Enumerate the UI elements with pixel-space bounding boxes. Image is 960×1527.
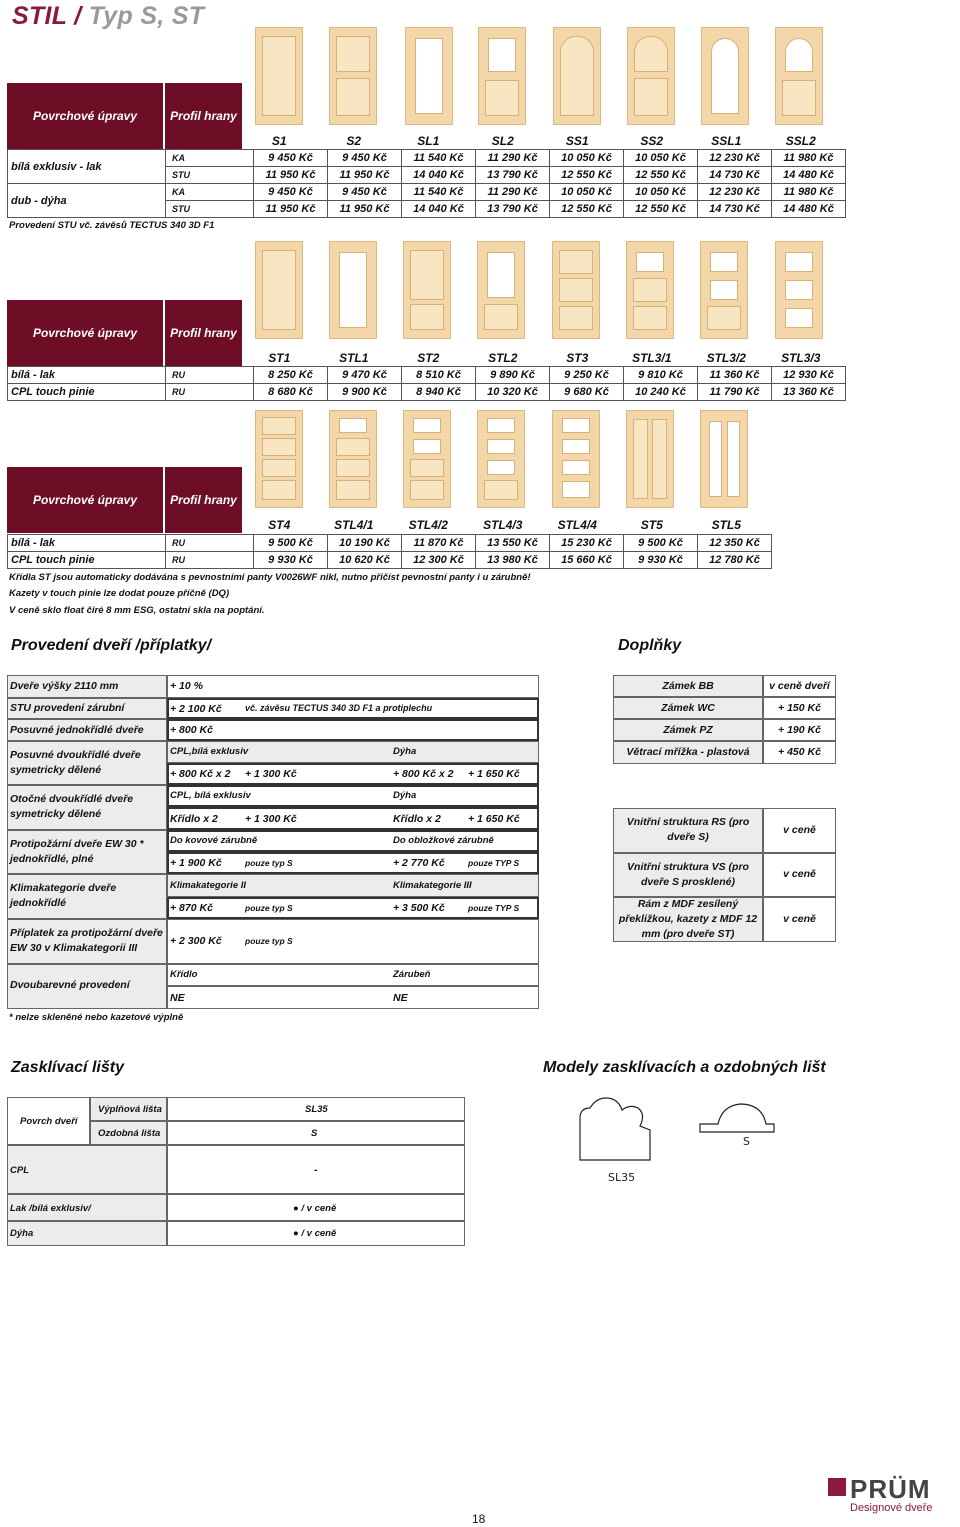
price-cell: 10 620 Kč — [328, 552, 402, 569]
door-image-st5 — [626, 410, 674, 508]
price-cell: 12 780 Kč — [698, 552, 772, 569]
structure-name: Vnitřní struktura RS (pro dveře S) — [626, 816, 750, 843]
door-image-s2 — [329, 27, 377, 125]
price-cell: 10 190 Kč — [328, 535, 402, 552]
glazing-head: Povrch dveří — [20, 1116, 78, 1127]
price-cell: 13 980 Kč — [476, 552, 550, 569]
row-label: bílá exklusiv - lak — [8, 150, 166, 184]
price-cell: 9 810 Kč — [624, 367, 698, 384]
table-row — [8, 150, 846, 167]
price-cell: 11 790 Kč — [698, 384, 772, 401]
door-image-st4 — [255, 410, 303, 508]
surcharge-value: + 1 900 Kč — [170, 857, 222, 869]
edge-code: STU — [166, 167, 254, 184]
surcharges-footnote: * nelze skleněné nebo kazetové výplně — [9, 1012, 184, 1023]
title-sub: Typ S, ST — [88, 2, 205, 30]
price-cell: 8 510 Kč — [402, 367, 476, 384]
profile-s-label: S — [743, 1135, 750, 1148]
table3-note: Kazety v touch pinie lze dodat pouze příčně (DQ) — [9, 588, 230, 599]
section-title-accessories: Doplňky — [618, 637, 682, 654]
header-edge: Profil hrany — [163, 83, 242, 149]
door-image-stl3-3 — [775, 241, 823, 339]
col-sl2: SL2 — [491, 134, 514, 148]
surcharge-label: Otočné dvoukřídlé dveře symetricky dělené — [10, 793, 134, 820]
price-cell: 11 290 Kč — [476, 150, 550, 167]
surcharge-detail: pouze TYP S — [468, 858, 520, 868]
row-label: CPL touch pinie — [8, 384, 166, 401]
table-row — [8, 184, 846, 201]
edge-code: RU — [166, 552, 254, 569]
col-header: STL4/1 — [334, 518, 374, 532]
door-image-stl4-3 — [477, 410, 525, 508]
price-cell: 14 480 Kč — [772, 201, 846, 218]
price-cell: 10 050 Kč — [550, 184, 624, 201]
surcharge-value: + 2 300 Kč — [170, 935, 222, 947]
price-cell: 13 360 Kč — [772, 384, 846, 401]
col-header: STL3/2 — [706, 351, 746, 365]
price-cell: 9 450 Kč — [254, 184, 328, 201]
price-table-2 — [7, 366, 846, 401]
door-image-st3 — [552, 241, 600, 339]
surcharge-head: Do obložkové zárubně — [393, 835, 494, 846]
surcharge-value: Křídlo x 2 — [170, 813, 218, 825]
price-cell: 10 050 Kč — [550, 150, 624, 167]
price-cell: 9 900 Kč — [328, 384, 402, 401]
door-image-ssl1 — [701, 27, 749, 125]
surcharge-head: Dýha — [393, 790, 417, 801]
edge-code: KA — [166, 184, 254, 201]
price-cell: 11 950 Kč — [254, 167, 328, 184]
price-cell: 11 950 Kč — [328, 201, 402, 218]
surcharge-head: Klimakategorie II — [170, 880, 247, 891]
price-cell: 12 350 Kč — [698, 535, 772, 552]
header-surface: Povrchové úpravy — [32, 493, 138, 507]
surcharge-label: Dveře výšky 2110 mm — [10, 680, 119, 692]
price-cell: 11 950 Kč — [254, 201, 328, 218]
price-cell: 12 930 Kč — [772, 367, 846, 384]
table2-header — [7, 300, 242, 366]
glazing-fill-value: SL35 — [305, 1104, 328, 1115]
price-cell: 9 500 Kč — [254, 535, 328, 552]
door-image-ss2 — [627, 27, 675, 125]
price-cell: 13 790 Kč — [476, 167, 550, 184]
price-cell: 11 870 Kč — [402, 535, 476, 552]
door-image-stl4-2 — [403, 410, 451, 508]
col-s1: S1 — [271, 134, 287, 148]
col-ssl1: SSL1 — [711, 134, 742, 148]
price-cell: 11 540 Kč — [402, 150, 476, 167]
door-image-sl2 — [478, 27, 526, 125]
header-surface: Povrchové úpravy — [32, 326, 138, 340]
price-cell: 11 540 Kč — [402, 184, 476, 201]
price-cell: 11 980 Kč — [772, 184, 846, 201]
glazing-row-label: Lak /bílá exklusiv/ — [10, 1203, 91, 1214]
col-header: ST1 — [268, 351, 291, 365]
col-ss1: SS1 — [565, 134, 589, 148]
edge-code: STU — [166, 201, 254, 218]
price-cell: 8 940 Kč — [402, 384, 476, 401]
col-header: ST5 — [640, 518, 663, 532]
price-cell: 11 360 Kč — [698, 367, 772, 384]
table2-column-headers — [242, 351, 838, 365]
col-header: STL3/1 — [632, 351, 672, 365]
glazing-row-label: CPL — [10, 1165, 29, 1176]
brand-mark-icon — [828, 1478, 846, 1496]
col-header: STL4/4 — [557, 518, 597, 532]
row-label: bílá - lak — [8, 367, 166, 384]
row-label: bílá - lak — [8, 535, 166, 552]
surcharge-label: Posuvné dvoukřídlé dveře symetricky dělené — [10, 749, 141, 776]
surcharge-head: Dýha — [393, 746, 417, 757]
accessory-name: Zámek BB — [662, 680, 714, 692]
door-image-st2 — [403, 241, 451, 339]
price-cell: 8 250 Kč — [254, 367, 328, 384]
surcharge-value: NE — [170, 992, 185, 1004]
door-image-stl5 — [700, 410, 748, 508]
price-table-1 — [7, 149, 846, 218]
row-label: dub - dýha — [8, 184, 166, 218]
glazing-deco-label: Ozdobná lišta — [98, 1128, 161, 1139]
table3-note: Křídla ST jsou automaticky dodávána s pevnostními panty V0026WF nikl, nutno přičíst pevnostní panty i u zárubně! — [9, 572, 531, 583]
door-image-st1 — [255, 241, 303, 339]
surcharge-head: CPL, bílá exklusiv — [170, 790, 251, 801]
accessory-name: Větrací mřížka - plastová — [626, 746, 750, 758]
price-cell: 10 320 Kč — [476, 384, 550, 401]
surcharge-value: + 1 300 Kč — [245, 813, 297, 825]
surcharge-detail: pouze typ S — [245, 858, 293, 868]
header-surface: Povrchové úpravy — [32, 109, 138, 123]
surcharge-head: Křídlo — [170, 969, 198, 980]
surcharge-value: + 10 % — [170, 680, 203, 692]
header-edge: Profil hrany — [163, 467, 242, 533]
glazing-profiles-drawing — [550, 1090, 790, 1190]
table-row — [8, 367, 846, 384]
accessory-name: Zámek WC — [661, 702, 715, 714]
surcharge-label: STU provedení zárubní — [10, 702, 125, 714]
row-label: CPL touch pinie — [8, 552, 166, 569]
surcharge-value: + 800 Kč x 2 — [393, 768, 454, 780]
surcharge-value: + 3 500 Kč — [393, 902, 445, 914]
surcharge-head: Do kovové zárubně — [170, 835, 258, 846]
door-image-sl1 — [405, 27, 453, 125]
edge-code: KA — [166, 150, 254, 167]
surcharge-label: Protipožární dveře EW 30 * jednokřídlé, plné — [10, 838, 144, 865]
surcharge-head: Klimakategorie III — [393, 880, 472, 891]
price-cell: 12 230 Kč — [698, 184, 772, 201]
surcharge-value: Křídlo x 2 — [393, 813, 441, 825]
page-number: 18 — [472, 1512, 486, 1526]
price-cell: 11 290 Kč — [476, 184, 550, 201]
col-header: STL5 — [711, 518, 741, 532]
surcharge-value: + 870 Kč — [170, 902, 213, 914]
surcharge-detail: pouze typ S — [245, 936, 293, 946]
glazing-deco-value: S — [311, 1128, 318, 1139]
door-image-stl3-2 — [700, 241, 748, 339]
glazing-row-label: Dýha — [10, 1228, 34, 1239]
col-ssl2: SSL2 — [785, 134, 816, 148]
structure-price: v ceně — [783, 868, 816, 880]
price-cell: 9 450 Kč — [328, 184, 402, 201]
door-image-stl2 — [477, 241, 525, 339]
price-cell: 15 660 Kč — [550, 552, 624, 569]
price-cell: 13 790 Kč — [476, 201, 550, 218]
col-header: STL3/3 — [781, 351, 821, 365]
profile-sl35-label: SL35 — [608, 1171, 636, 1184]
door-image-s1 — [255, 27, 303, 125]
surcharge-head: CPL,bílá exklusiv — [170, 746, 249, 757]
door-image-ssl2 — [775, 27, 823, 125]
section-title-surcharges: Provedení dveří /příplatky/ — [11, 637, 212, 654]
accessory-price: + 450 Kč — [778, 746, 821, 758]
col-header: ST3 — [566, 351, 589, 365]
edge-code: RU — [166, 535, 254, 552]
price-table-3 — [7, 534, 772, 569]
price-cell: 9 930 Kč — [254, 552, 328, 569]
accessory-price: + 150 Kč — [778, 702, 821, 714]
surcharge-label: Příplatek za protipožární dveře EW 30 v Klimakategorii III — [10, 927, 163, 954]
price-cell: 9 890 Kč — [476, 367, 550, 384]
accessory-price: v ceně dveří — [769, 680, 830, 692]
structure-name: Rám z MDF zesílený překližkou, kazety z MDF 12 mm (pro dveře ST) — [618, 898, 758, 940]
brand-name: PRÜM — [850, 1474, 931, 1504]
brand-tagline: Designové dveře — [850, 1502, 933, 1514]
surcharge-value: + 2 770 Kč — [393, 857, 445, 869]
surcharge-label: Klimakategorie dveře jednokřídlé — [10, 882, 117, 909]
price-cell: 13 550 Kč — [476, 535, 550, 552]
surcharge-value: + 1 300 Kč — [245, 768, 297, 780]
surcharge-value: + 2 100 Kč — [170, 703, 222, 715]
edge-code: RU — [166, 367, 254, 384]
price-cell: 10 050 Kč — [624, 150, 698, 167]
surcharge-detail: vč. závěsu TECTUS 340 3D F1 a protiplechu — [245, 703, 433, 713]
price-cell: 10 240 Kč — [624, 384, 698, 401]
table1-column-headers — [242, 134, 838, 148]
section-title-models: Modely zasklívacích a ozdobných lišt — [543, 1059, 826, 1076]
col-header: STL1 — [339, 351, 369, 365]
structure-name: Vnitřní struktura VS (pro dveře S prosklené) — [627, 861, 749, 888]
col-header: ST4 — [268, 518, 291, 532]
profile-sl35-shape — [580, 1098, 650, 1160]
surcharge-label: Dvoubarevné provedení — [10, 979, 130, 991]
price-cell: 9 500 Kč — [624, 535, 698, 552]
price-cell: 14 480 Kč — [772, 167, 846, 184]
price-cell: 10 050 Kč — [624, 184, 698, 201]
accessory-price: + 190 Kč — [778, 724, 821, 736]
surcharge-value: NE — [393, 992, 408, 1004]
table-row — [8, 384, 846, 401]
price-cell: 14 040 Kč — [402, 167, 476, 184]
title-main: STIL / — [12, 2, 82, 30]
structure-price: v ceně — [783, 913, 816, 925]
glazing-fill-label: Výplňová lišta — [98, 1104, 162, 1115]
col-header: STL4/3 — [483, 518, 523, 532]
col-header: STL2 — [488, 351, 518, 365]
price-cell: 12 550 Kč — [550, 167, 624, 184]
price-cell: 12 550 Kč — [624, 201, 698, 218]
price-cell: 9 450 Kč — [254, 150, 328, 167]
door-image-ss1 — [553, 27, 601, 125]
price-cell: 9 250 Kč — [550, 367, 624, 384]
surcharge-head: Zárubeň — [393, 969, 431, 980]
col-ss2: SS2 — [640, 134, 664, 148]
header-edge: Profil hrany — [163, 300, 242, 366]
glazing-row-value: ● / v ceně — [293, 1203, 337, 1214]
door-image-stl3-1 — [626, 241, 674, 339]
page-title — [12, 2, 204, 31]
price-cell: 9 930 Kč — [624, 552, 698, 569]
price-cell: 14 730 Kč — [698, 201, 772, 218]
surcharge-detail: pouze typ S — [245, 903, 293, 913]
surcharge-value: + 800 Kč x 2 — [170, 768, 231, 780]
col-sl1: SL1 — [417, 134, 440, 148]
table3-header — [7, 467, 242, 533]
surcharge-detail: pouze TYP S — [468, 903, 520, 913]
accessory-name: Zámek PZ — [663, 724, 713, 736]
price-cell: 14 730 Kč — [698, 167, 772, 184]
col-header: ST2 — [417, 351, 440, 365]
price-cell: 12 300 Kč — [402, 552, 476, 569]
table3-column-headers — [242, 518, 764, 532]
table3-note: V ceně sklo float čiré 8 mm ESG, ostatní skla na poptání. — [9, 605, 265, 616]
table1-header — [7, 83, 242, 149]
price-cell: 9 470 Kč — [328, 367, 402, 384]
surcharge-label: Posuvné jednokřídlé dveře — [10, 724, 144, 736]
price-cell: 9 450 Kč — [328, 150, 402, 167]
glazing-row-value: - — [314, 1164, 318, 1176]
price-cell: 11 950 Kč — [328, 167, 402, 184]
price-cell: 14 040 Kč — [402, 201, 476, 218]
surcharge-value: + 1 650 Kč — [468, 813, 520, 825]
price-cell: 8 680 Kč — [254, 384, 328, 401]
price-cell: 12 230 Kč — [698, 150, 772, 167]
section-title-glazing: Zasklívací lišty — [11, 1059, 124, 1076]
glazing-row-value: ● / v ceně — [293, 1228, 337, 1239]
surcharge-value: + 800 Kč — [170, 724, 213, 736]
price-cell: 12 550 Kč — [550, 201, 624, 218]
price-cell: 11 980 Kč — [772, 150, 846, 167]
table1-note: Provedení STU vč. závěsů TECTUS 340 3D F1 — [9, 220, 215, 231]
table-row — [8, 535, 772, 552]
price-cell: 12 550 Kč — [624, 167, 698, 184]
door-image-stl4-1 — [329, 410, 377, 508]
edge-code: RU — [166, 384, 254, 401]
price-cell: 9 680 Kč — [550, 384, 624, 401]
profile-s-shape — [700, 1104, 774, 1132]
col-header: STL4/2 — [408, 518, 448, 532]
col-s2: S2 — [346, 134, 362, 148]
table-row — [8, 552, 772, 569]
surcharge-value: + 1 650 Kč — [468, 768, 520, 780]
door-image-stl1 — [329, 241, 377, 339]
price-cell: 15 230 Kč — [550, 535, 624, 552]
structure-price: v ceně — [783, 824, 816, 836]
door-image-stl4-4 — [552, 410, 600, 508]
